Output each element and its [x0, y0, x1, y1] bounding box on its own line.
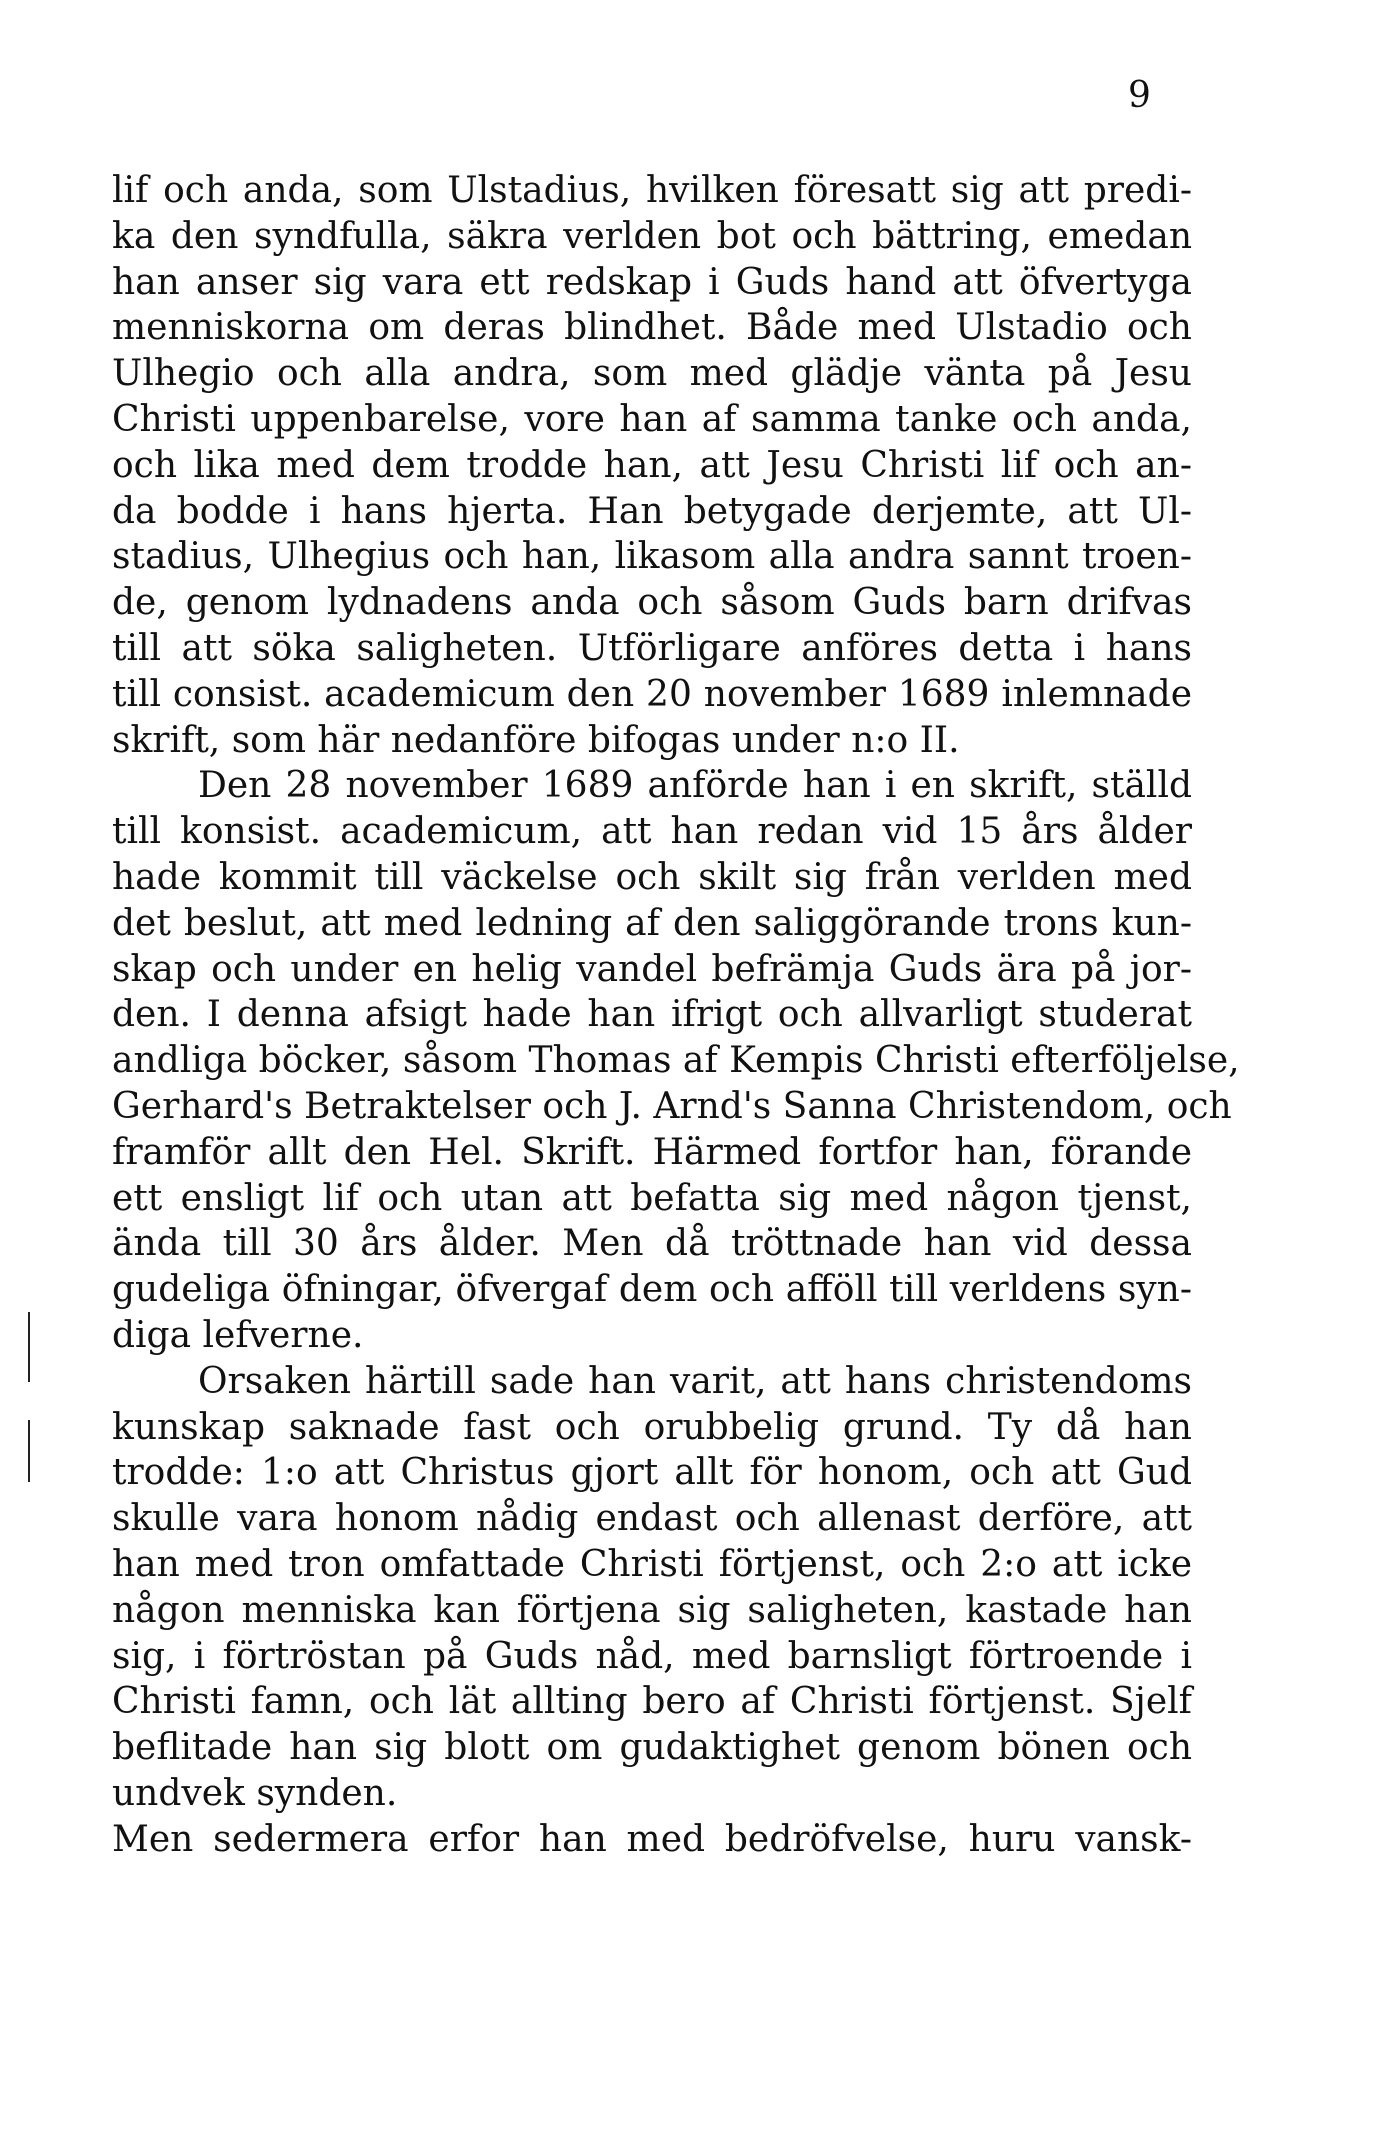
text-line: hade kommit till väckelse och skilt sig från verlden med — [112, 856, 1192, 898]
body-text — [112, 168, 1240, 1862]
text-line: de, genom lydnadens anda och såsom Guds barn drifvas — [112, 582, 1192, 624]
page-number: 9 — [1128, 75, 1151, 116]
text-line: Christi famn, och lät allting bero af Christi förtjenst. Sjelf — [112, 1681, 1192, 1723]
text-line: Den 28 november 1689 anförde han i en skrift, ställd — [198, 765, 1192, 807]
margin-mark-lower — [28, 1420, 30, 1482]
text-line: ända till 30 års ålder. Men då tröttnade han vid dessa — [112, 1223, 1192, 1265]
text-line: andliga böcker, såsom Thomas af Kempis Christi efterföljelse, — [112, 1040, 1240, 1082]
text-line: beflitade han sig blott om gudaktighet genom bönen och — [112, 1727, 1192, 1769]
text-line: Gerhard's Betraktelser och J. Arnd's Sanna Christendom, och — [112, 1085, 1232, 1127]
text-line: Ulhegio och alla andra, som med glädje vänta på Jesu — [112, 353, 1192, 395]
text-line: skrift, som här nedanföre bifogas under n:o II. — [112, 719, 960, 761]
text-line: någon menniska kan förtjena sig saligheten, kastade han — [112, 1589, 1192, 1631]
text-line: kunskap saknade fast och orubbelig grund. Ty då han — [112, 1406, 1192, 1448]
text-line: ett ensligt lif och utan att befatta sig med någon tjenst, — [112, 1177, 1192, 1219]
text-line: till att söka saligheten. Utförligare anföres detta i hans — [112, 627, 1192, 669]
text-line: sig, i förtröstan på Guds nåd, med barnsligt förtroende i — [112, 1635, 1192, 1677]
text-line: skap och under en helig vandel befrämja Guds ära på jor- — [112, 948, 1192, 990]
text-line: undvek synden. — [112, 1772, 398, 1814]
text-line: menniskorna om deras blindhet. Både med Ulstadio och — [112, 307, 1192, 349]
text-line: Orsaken härtill sade han varit, att hans christendoms — [198, 1360, 1192, 1402]
text-line: trodde: 1:o att Christus gjort allt för honom, och att Gud — [112, 1452, 1192, 1494]
text-line: stadius, Ulhegius och han, likasom alla andra sannt troen- — [112, 536, 1192, 578]
text-line: da bodde i hans hjerta. Han betygade derjemte, att Ul- — [112, 490, 1192, 532]
text-line: han anser sig vara ett redskap i Guds hand att öfvertyga — [112, 261, 1192, 303]
margin-mark-upper — [28, 1312, 30, 1382]
text-line: Christi uppenbarelse, vore han af samma tanke och anda, — [112, 398, 1192, 440]
text-line: diga lefverne. — [112, 1314, 364, 1356]
text-line: framför allt den Hel. Skrift. Härmed fortfor han, förande — [112, 1131, 1192, 1173]
text-line: till konsist. academicum, att han redan vid 15 års ålder — [112, 811, 1192, 853]
text-line: Men sedermera erfor han med bedröfvelse, huru vansk- — [112, 1818, 1192, 1860]
text-line: den. I denna afsigt hade han ifrigt och allvarligt studerat — [112, 994, 1192, 1036]
text-line: till consist. academicum den 20 november 1689 inlemnade — [112, 673, 1192, 715]
text-line: han med tron omfattade Christi förtjenst, och 2:o att icke — [112, 1543, 1192, 1585]
text-line: skulle vara honom nådig endast och allenast derföre, att — [112, 1498, 1192, 1540]
text-line: ka den syndfulla, säkra verlden bot och bättring, emedan — [112, 215, 1192, 257]
text-line: gudeliga öfningar, öfvergaf dem och afföll till verldens syn- — [112, 1269, 1192, 1311]
text-line: lif och anda, som Ulstadius, hvilken föresatt sig att predi- — [112, 170, 1192, 211]
text-line: och lika med dem trodde han, att Jesu Christi lif och an- — [112, 444, 1192, 486]
text-line: det beslut, att med ledning af den saliggörande trons kun- — [112, 902, 1192, 944]
